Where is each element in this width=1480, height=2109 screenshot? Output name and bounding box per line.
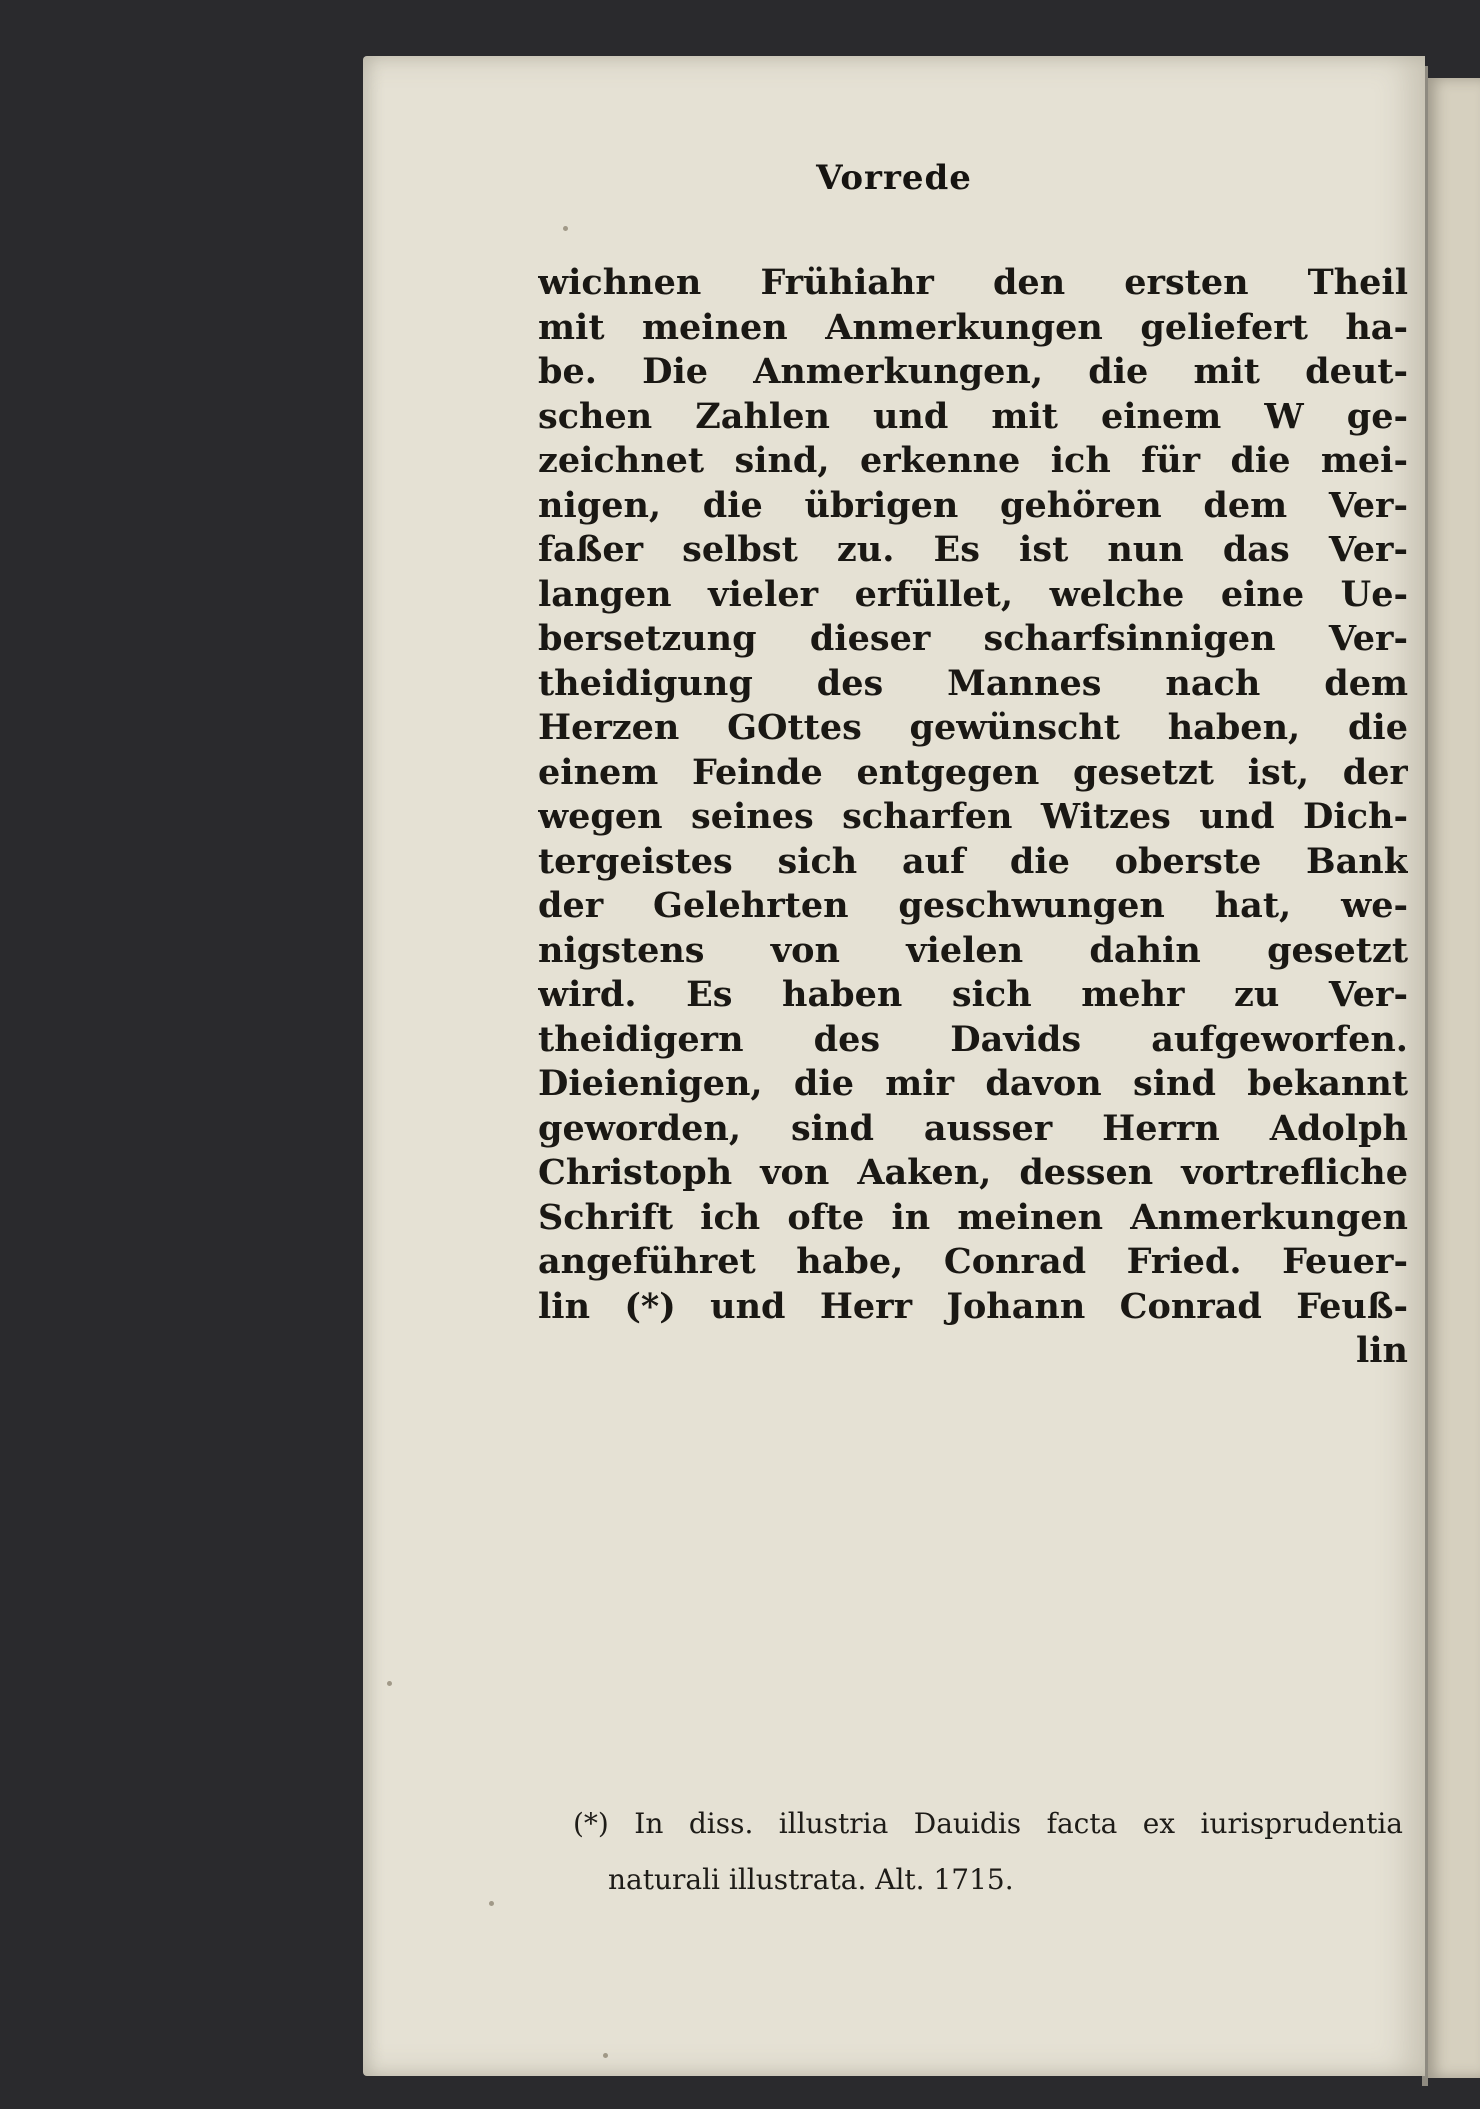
text-line: nigen, die übrigen gehören dem Ver-: [538, 484, 1408, 526]
paper-speck: [603, 2053, 608, 2058]
text-line: schen Zahlen und mit einem W ge-: [538, 395, 1408, 437]
text-line: faßer selbst zu. Es ist nun das Ver-: [538, 529, 1408, 570]
text-line: nigstens von vielen dahin gesetzt: [538, 929, 1408, 971]
text-line: theidigern des Davids aufgeworfen.: [538, 1018, 1408, 1060]
text-line: Christoph von Aaken, dessen vortrefliche: [538, 1152, 1408, 1193]
footnote-line: (*) In diss. illustria Dauidis facta ex iurisprudentia: [573, 1807, 1403, 1840]
text-line: zeichnet sind, erkenne ich für die mei-: [538, 440, 1408, 481]
text-line: be. Die Anmerkungen, die mit deut-: [538, 351, 1408, 392]
running-head: Vorrede: [816, 158, 972, 198]
paper-speck: [387, 1681, 392, 1686]
footnote-line: naturali illustrata. Alt. 1715.: [608, 1863, 1014, 1896]
paper-speck: [489, 1901, 494, 1906]
text-line: wegen seines scharfen Witzes und Dich-: [538, 796, 1408, 837]
text-line: angeführet habe, Conrad Fried. Feuer-: [538, 1241, 1408, 1282]
text-line: Schrift ich ofte in meinen Anmerkungen: [538, 1196, 1408, 1238]
text-line: bersetzung dieser scharfsinnigen Ver-: [538, 618, 1408, 659]
text-line: der Gelehrten geschwungen hat, we-: [538, 885, 1408, 926]
text-line: tergeistes sich auf die oberste Bank: [538, 840, 1408, 882]
text-line: wichnen Frühiahr den ersten Theil: [538, 262, 1408, 303]
text-line: Dieienigen, die mir davon sind bekannt: [538, 1063, 1408, 1104]
text-line: Herzen GOttes gewünscht haben, die: [538, 707, 1408, 748]
text-line: langen vieler erfüllet, welche eine Ue-: [538, 573, 1408, 615]
text-line: einem Feinde entgegen gesetzt ist, der: [538, 751, 1408, 793]
footnote: [573, 1796, 1403, 1908]
book-page: [363, 56, 1425, 2076]
text-line: wird. Es haben sich mehr zu Ver-: [538, 974, 1408, 1015]
text-line: geworden, sind ausser Herrn Adolph: [538, 1107, 1408, 1149]
body-text: [538, 261, 1408, 1374]
adjacent-page-edge: [1425, 78, 1480, 2078]
text-line: theidigung des Mannes nach dem: [538, 662, 1408, 704]
catchword: lin: [1355, 1330, 1408, 1371]
text-line: mit meinen Anmerkungen geliefert ha-: [538, 306, 1408, 348]
paper-speck: [563, 226, 568, 231]
text-line: lin (*) und Herr Johann Conrad Feuß-: [538, 1285, 1408, 1327]
